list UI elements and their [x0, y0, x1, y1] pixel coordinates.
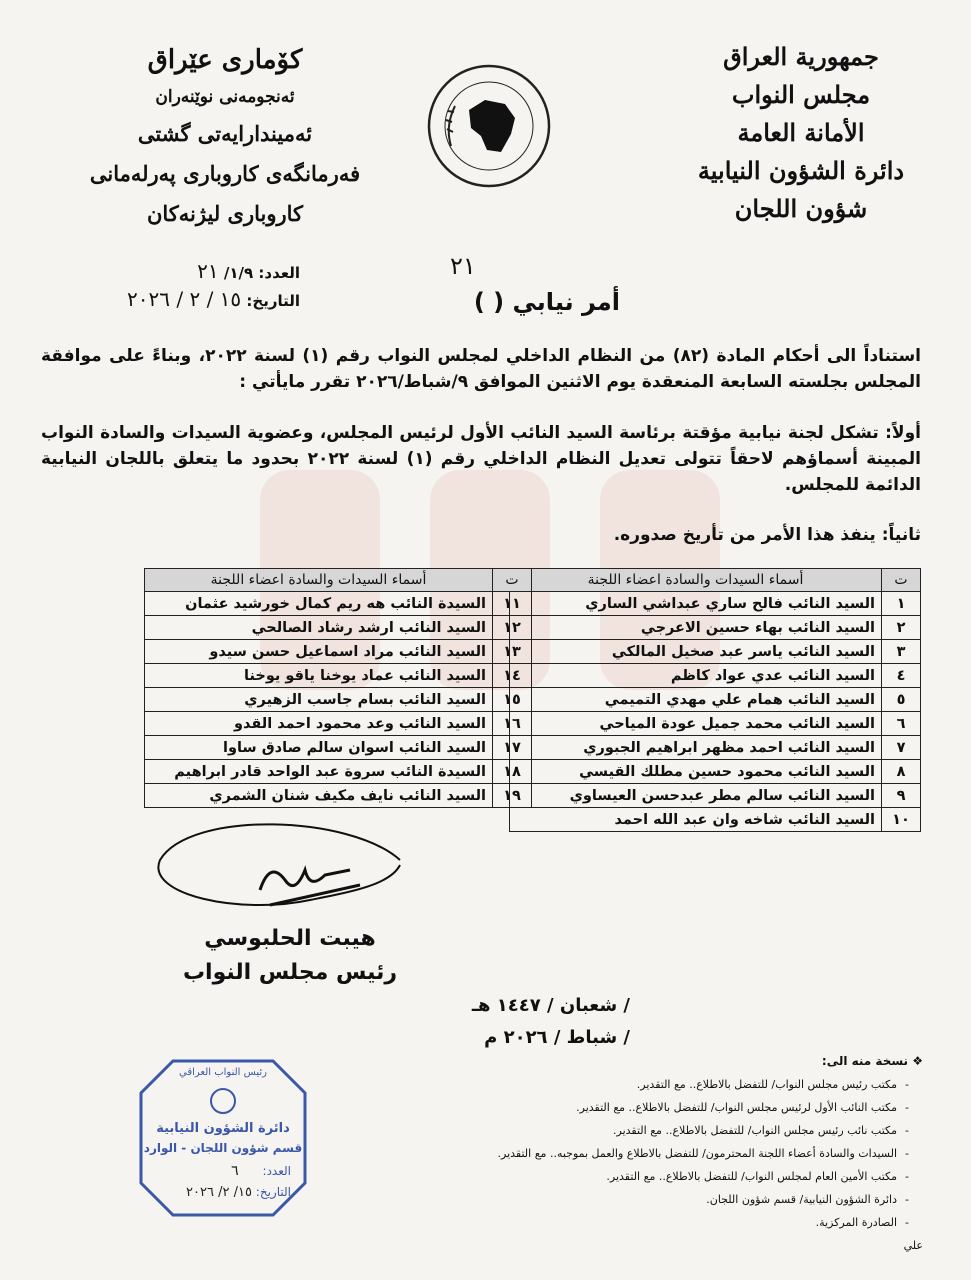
table-row — [145, 640, 532, 664]
stamp-number-label: العدد: — [262, 1164, 291, 1178]
header-section: شؤون اللجان — [734, 194, 868, 223]
reference-block — [100, 258, 300, 314]
member-name: السيد النائب ارشد رشاد الصالحي — [145, 616, 493, 640]
handwritten-signature — [150, 820, 410, 930]
signatory-block — [170, 922, 410, 990]
member-name: السيد النائب شاخه وان عبد الله احمد — [510, 808, 882, 832]
members-table-left — [144, 568, 532, 808]
table-row — [510, 736, 921, 760]
stamp-top: رئيس النواب العراقي — [179, 1067, 267, 1078]
member-number: ١١ — [493, 592, 532, 616]
member-number: ٢ — [882, 616, 921, 640]
list-item: - مكتب النائب الأول لرئيس مجلس النواب/ للتفضل بالاطلاع.. مع التقدير. — [483, 1096, 923, 1119]
list-item: - الصادرة المركزية. — [483, 1211, 923, 1234]
header-secretariat: الأمانة العامة — [737, 118, 865, 147]
intro-paragraph: استناداً الى أحكام المادة (٨٢) من النظام الداخلي لمجلس النواب رقم (١) لسنة ٢٠٢٢، وبناءً على موافقة المجلس بجلسته السابعة المنعقدة يوم الاثنين الموافق ٩/شباط/٢٠٢٦ تقرر مايأتي : — [41, 346, 921, 392]
member-number: ٥ — [882, 688, 921, 712]
members-table-right — [509, 568, 921, 832]
member-name: السيد النائب فالح ساري عبداشي الساري — [510, 592, 882, 616]
member-name: السيد النائب همام علي مهدي التميمي — [510, 688, 882, 712]
reference-date — [100, 286, 300, 314]
member-name: السيد النائب بسام جاسب الزهيري — [145, 688, 493, 712]
member-number: ١٨ — [493, 760, 532, 784]
copies-initials: علي — [903, 1239, 923, 1252]
reference-date-value: ١٥ / ٢ / ٢٠٢٦ — [127, 287, 242, 311]
clause-one: أولاً: تشكل لجنة نيابية مؤقتة برئاسة السيد النائب الأول لرئيس المجلس، وعضوية السيدات والسادة النواب المبينة أسماؤهم لاحقاً تتولى تعديل النظام الداخلي رقم (١) لسنة ٢٠٢٢ بحدود ما يتعلق باللجان النيابية الدائمة للمجلس. — [41, 423, 921, 495]
header-country: جمهورية العراق — [723, 42, 879, 71]
member-number: ١٩ — [493, 784, 532, 808]
member-name: السيد النائب وعد محمود احمد القدو — [145, 712, 493, 736]
list-item: - دائرة الشؤون النيابية/ قسم شؤون اللجان. — [483, 1188, 923, 1211]
member-name: السيد النائب عماد يوخنا ياقو يوخنا — [145, 664, 493, 688]
list-item: - مكتب نائب رئيس مجلس النواب/ للتفضل بالاطلاع.. مع التقدير. — [483, 1119, 923, 1142]
table-row — [510, 664, 921, 688]
clause-two: ثانياً: ينفذ هذا الأمر من تأريخ صدوره. — [613, 525, 921, 545]
member-number: ١٣ — [493, 640, 532, 664]
member-number: ١٢ — [493, 616, 532, 640]
member-name: السيد النائب بهاء حسين الاعرجي — [510, 616, 882, 640]
list-item: - مكتب الأمين العام لمجلس النواب/ للتفضل بالاطلاع.. مع التقدير. — [483, 1165, 923, 1188]
header-kurdish-department: فەرمانگەی کاروباری پەرلەمانی — [89, 161, 361, 186]
table-header-row — [145, 569, 532, 592]
table-header-names: أسماء السيدات والسادة اعضاء اللجنة — [510, 569, 882, 592]
stamp-line2: قسم شؤون اللجان - الوارد — [143, 1141, 303, 1155]
member-name: السيدة النائب سروة عبد الواحد قادر ابراهيم — [145, 760, 493, 784]
reference-number-label: العدد: ١/٩/ — [223, 264, 300, 282]
member-name: السيد النائب محمد جميل عودة المياحي — [510, 712, 882, 736]
member-number: ٦ — [882, 712, 921, 736]
table-row — [145, 592, 532, 616]
table-row — [510, 808, 921, 832]
header-kurdish — [60, 40, 390, 234]
member-name: السيد النائب اسوان سالم صادق ساوا — [145, 736, 493, 760]
member-name: السيد النائب محمود حسين مطلك القيسي — [510, 760, 882, 784]
header-kurdish-country: کۆماری عێراق — [147, 45, 303, 75]
table-row — [510, 784, 921, 808]
header-kurdish-council: ئەنجومەنی نوێنەران — [155, 87, 295, 107]
reference-number-value: ٢١ — [197, 259, 219, 283]
member-number: ١٥ — [493, 688, 532, 712]
stamp-date — [186, 1185, 291, 1200]
member-number: ٨ — [882, 760, 921, 784]
signatory-position: رئيس مجلس النواب — [182, 960, 398, 985]
member-name: السيدة النائب هه ريم كمال خورشيد عثمان — [145, 592, 493, 616]
reference-date-label: التاريخ: — [246, 292, 300, 310]
table-row — [510, 688, 921, 712]
stamp-date-label: التاريخ: — [255, 1185, 291, 1199]
member-number: ١٦ — [493, 712, 532, 736]
member-number: ٣ — [882, 640, 921, 664]
member-number: ١٤ — [493, 664, 532, 688]
order-number: ٢١ — [450, 252, 476, 280]
stamp-number-value: ٦ — [231, 1163, 239, 1179]
table-row — [145, 736, 532, 760]
table-header-names: أسماء السيدات والسادة اعضاء اللجنة — [145, 569, 493, 592]
copies-list — [483, 1050, 923, 1257]
signatory-name: هيبت الحلبوسي — [204, 926, 376, 951]
stamp-date-value: ١٥/ ٢/ ٢٠٢٦ — [186, 1185, 252, 1200]
reference-number — [100, 258, 300, 286]
member-number: ٧ — [882, 736, 921, 760]
member-name: السيد النائب احمد مظهر ابراهيم الجبوري — [510, 736, 882, 760]
member-name: السيد النائب مراد اسماعيل حسن سيدو — [145, 640, 493, 664]
table-header-row — [510, 569, 921, 592]
header-kurdish-section: کاروباری لیژنەکان — [146, 201, 304, 226]
table-row — [145, 784, 532, 808]
header-kurdish-secretariat: ئەمیندارایەتی گشتی — [137, 121, 313, 146]
table-row — [510, 760, 921, 784]
member-number: ١٧ — [493, 736, 532, 760]
table-row — [145, 760, 532, 784]
table-row — [145, 688, 532, 712]
member-name: السيد النائب ياسر عبد صخيل المالكي — [510, 640, 882, 664]
table-row — [510, 712, 921, 736]
table-row — [145, 616, 532, 640]
member-number: ٤ — [882, 664, 921, 688]
member-number: ١٠ — [882, 808, 921, 832]
order-title: أمر نيابي ( ) — [473, 288, 620, 316]
member-name: السيد النائب نايف مكيف شنان الشمري — [145, 784, 493, 808]
member-number: ٩ — [882, 784, 921, 808]
table-row — [510, 616, 921, 640]
header-council: مجلس النواب — [731, 80, 871, 109]
header-department: دائرة الشؤون النيابية — [697, 156, 905, 185]
table-header-num: ت — [882, 569, 921, 592]
list-item: - مكتب رئيس مجلس النواب/ للتفضل بالاطلاع.. مع التقدير. — [483, 1073, 923, 1096]
table-row — [510, 592, 921, 616]
incoming-stamp — [133, 1053, 313, 1223]
table-row — [145, 664, 532, 688]
copies-heading: ❖ نسخة منه الى: — [821, 1054, 923, 1068]
header-arabic — [671, 38, 931, 228]
issue-dates — [370, 990, 630, 1054]
date-hijri: / شعبان / ١٤٤٧ هـ — [471, 995, 630, 1016]
stamp-number — [231, 1163, 291, 1179]
member-name: السيد النائب عدي عواد كاظم — [510, 664, 882, 688]
table-row — [510, 640, 921, 664]
table-header-num: ت — [493, 569, 532, 592]
table-row — [145, 712, 532, 736]
date-gregorian: / شباط / ٢٠٢٦ م — [484, 1027, 630, 1048]
stamp-line1: دائرة الشؤون النيابية — [156, 1121, 290, 1136]
parliament-emblem-icon — [425, 62, 553, 190]
list-item: - السيدات والسادة أعضاء اللجنة المحترمون/ للتفضل بالاطلاع والعمل بموجبه.. مع التقدير. — [483, 1142, 923, 1165]
member-number: ١ — [882, 592, 921, 616]
member-name: السيد النائب سالم مطر عبدحسن العيساوي — [510, 784, 882, 808]
